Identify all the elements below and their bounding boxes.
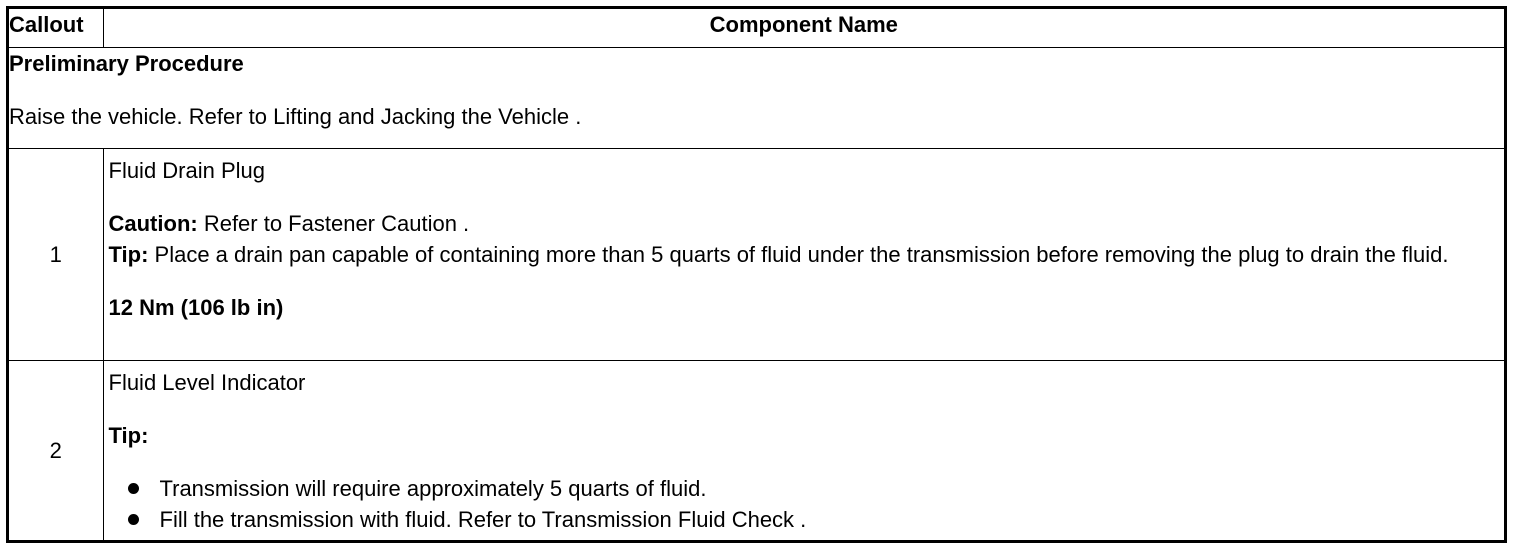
- preliminary-procedure-cell: [9, 48, 1504, 149]
- component-name: Fluid Level Indicator: [108, 370, 306, 395]
- list-item: [127, 504, 1499, 535]
- spacer: [109, 186, 1499, 208]
- list-item-text: Fill the transmission with fluid. Refer to Transmission Fluid Check .: [159, 507, 807, 532]
- torque-spec: 12 Nm (106 lb in): [108, 295, 284, 320]
- list-item: [127, 473, 1499, 504]
- tip-note: [109, 239, 1499, 270]
- spacer: [109, 451, 1499, 473]
- bullet-icon: [128, 483, 139, 494]
- callout-number: 2: [9, 361, 103, 541]
- list-item-text: Transmission will require approximately 5 quarts of fluid.: [159, 476, 707, 501]
- component-name-column-header: Component Name: [103, 9, 1504, 48]
- procedure-table: [9, 9, 1504, 540]
- procedure-document: [6, 6, 1507, 543]
- caution-note: [109, 208, 1499, 239]
- callout-number: 1: [9, 149, 103, 361]
- table-row: [9, 361, 1504, 541]
- tip-label: Tip:: [108, 423, 149, 448]
- step-cell: [103, 361, 1504, 541]
- preliminary-procedure-title: Preliminary Procedure: [9, 51, 244, 76]
- tip-label: Tip:: [108, 242, 149, 267]
- tip-text: Place a drain pan capable of containing more than 5 quarts of fluid under the transmission before removing the plug to drain the fluid.: [148, 242, 1449, 267]
- caution-label: Caution:: [108, 211, 198, 236]
- spacer: [9, 79, 1504, 101]
- table-row: [9, 149, 1504, 361]
- component-name: Fluid Drain Plug: [108, 158, 266, 183]
- spacer: [109, 270, 1499, 292]
- bullet-icon: [128, 514, 139, 525]
- step-cell: [103, 149, 1504, 361]
- callout-column-header: Callout: [9, 9, 103, 48]
- preliminary-procedure-text: Raise the vehicle. Refer to Lifting and Jacking the Vehicle .: [9, 104, 582, 129]
- tip-bullet-list: [109, 473, 1499, 535]
- spacer: [109, 398, 1499, 420]
- table-header-row: [9, 9, 1504, 48]
- preliminary-procedure-row: [9, 48, 1504, 149]
- caution-text: Refer to Fastener Caution .: [197, 211, 470, 236]
